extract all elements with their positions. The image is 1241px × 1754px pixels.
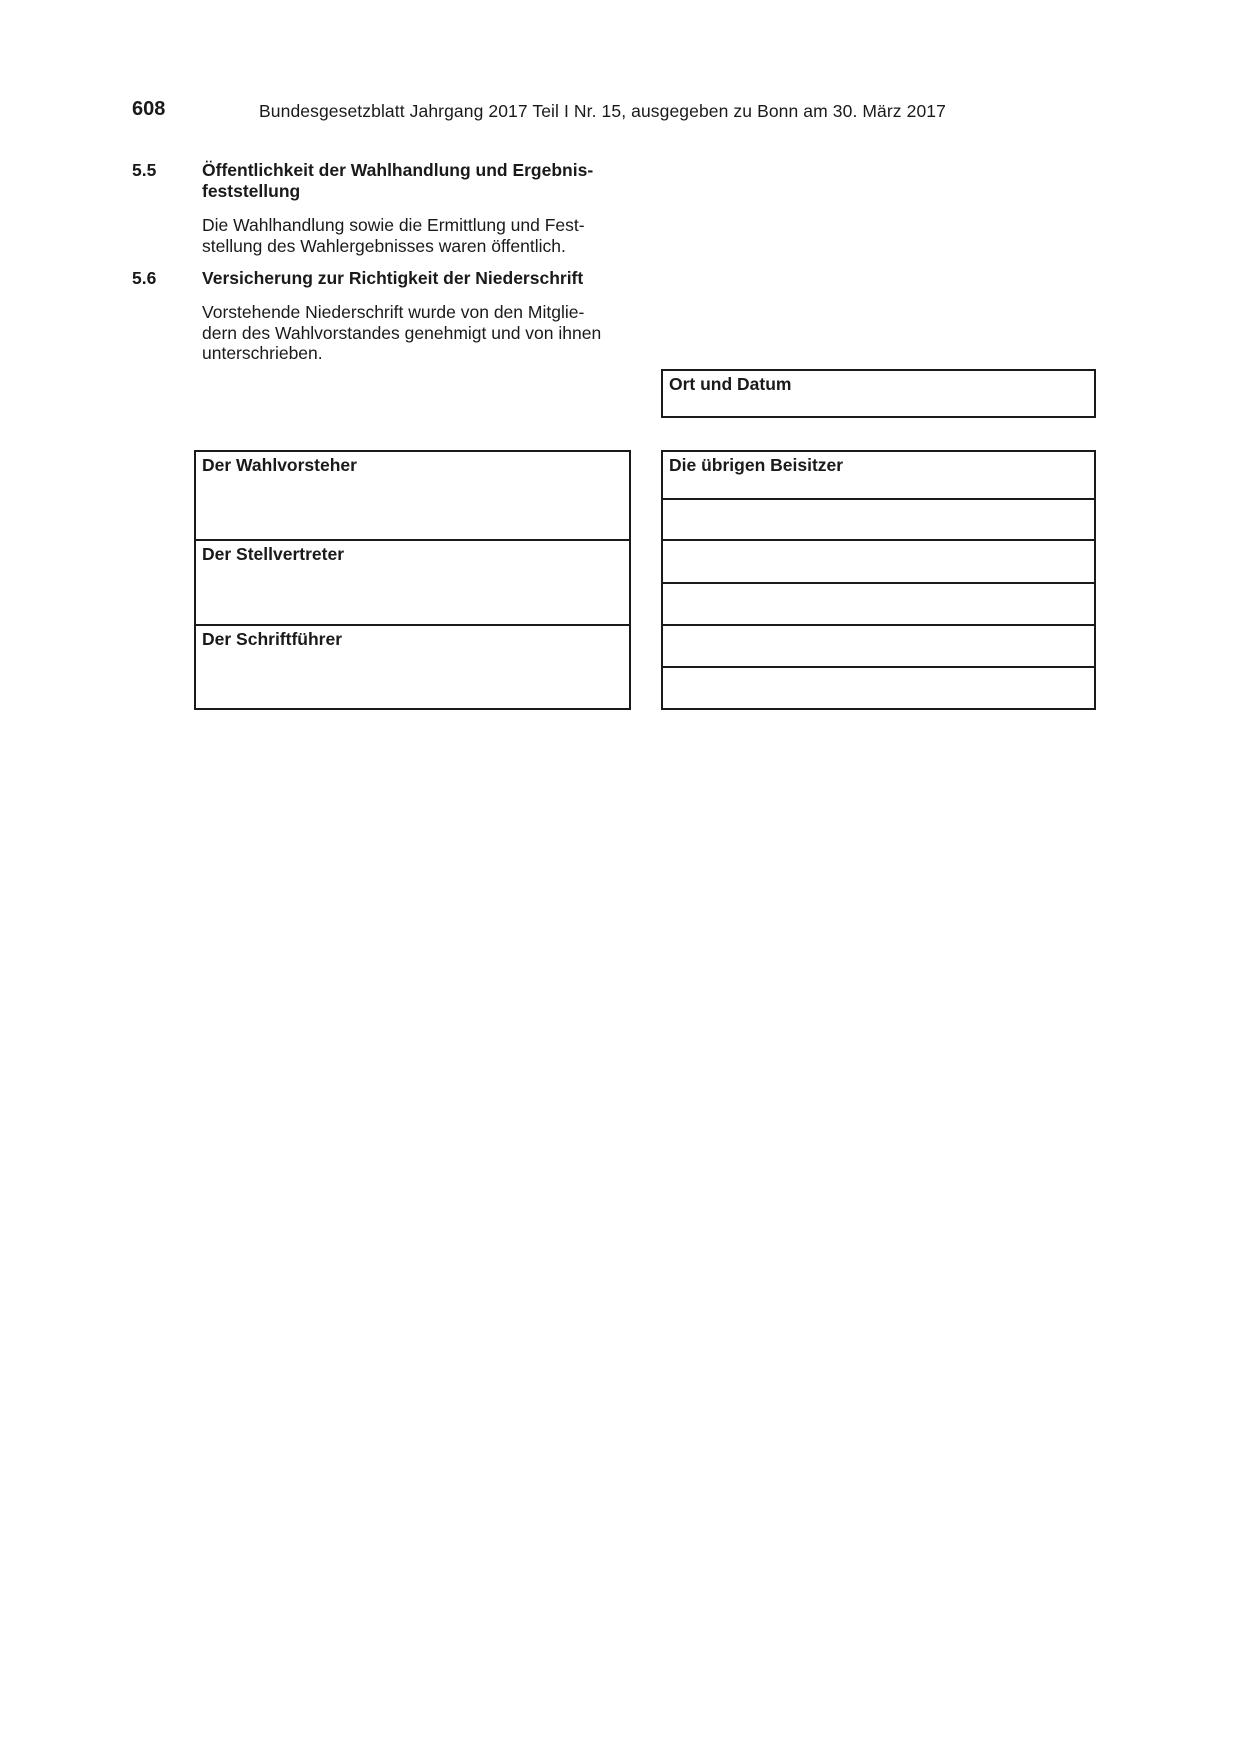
assessors-label: Die übrigen Beisitzer xyxy=(669,455,844,475)
section-title-line: feststellung xyxy=(202,181,301,201)
assessors-box xyxy=(661,450,1096,710)
election-chair-label: Der Wahlvorsteher xyxy=(202,455,357,475)
section-number-5-5: 5.5 xyxy=(132,160,157,180)
assessors-header-cell xyxy=(663,452,1094,500)
assessor-signature-row[interactable] xyxy=(663,584,1094,626)
section-title-line: Versicherung zur Richtigkeit der Niederschrift xyxy=(202,268,584,288)
election-chair-box[interactable] xyxy=(194,450,631,541)
section-title-5-6 xyxy=(202,268,632,289)
deputy-box[interactable] xyxy=(194,539,631,626)
secretary-box[interactable] xyxy=(194,624,631,710)
place-date-box[interactable] xyxy=(661,369,1096,418)
place-date-label: Ort und Datum xyxy=(669,374,792,394)
assessor-signature-row[interactable] xyxy=(663,500,1094,541)
page-number: 608 xyxy=(132,98,166,120)
assessor-signature-row[interactable] xyxy=(663,541,1094,584)
secretary-label: Der Schriftführer xyxy=(202,629,343,649)
section-number-5-6: 5.6 xyxy=(132,268,157,288)
assessor-signature-row[interactable] xyxy=(663,668,1094,708)
body-line: dern des Wahlvorstandes genehmigt und von ihnen xyxy=(202,322,602,343)
body-line: unterschrieben. xyxy=(202,343,323,363)
section-body-5-5 xyxy=(202,215,630,256)
running-header: Bundesgesetzblatt Jahrgang 2017 Teil I Nr. 15, ausgegeben zu Bonn am 30. März 2017 xyxy=(259,101,946,121)
deputy-label: Der Stellvertreter xyxy=(202,544,345,564)
body-line: stellung des Wahlergebnisses waren öffentlich. xyxy=(202,235,566,256)
section-body-5-6 xyxy=(202,302,630,364)
assessor-signature-row[interactable] xyxy=(663,626,1094,668)
body-line: Vorstehende Niederschrift wurde von den Mitglie- xyxy=(202,302,585,322)
section-title-line: Öffentlichkeit der Wahlhandlung und Ergebnis- xyxy=(202,160,594,180)
body-line: Die Wahlhandlung sowie die Ermittlung und Fest- xyxy=(202,215,585,235)
section-title-5-5 xyxy=(202,160,632,202)
